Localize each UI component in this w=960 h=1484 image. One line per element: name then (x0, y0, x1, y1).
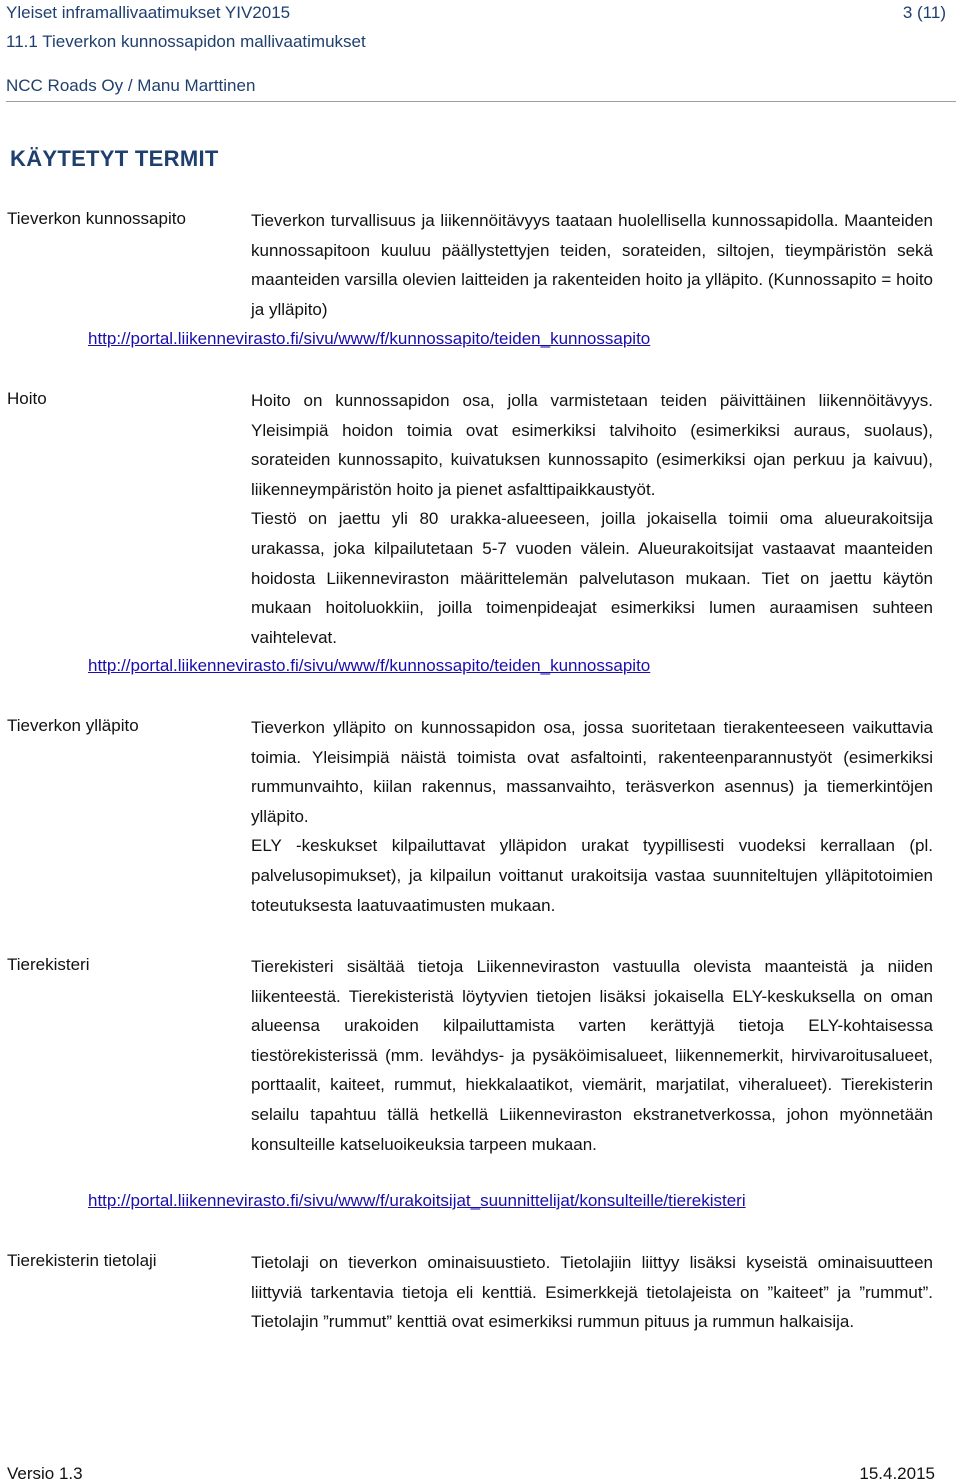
definition-paragraph: Tieverkon turvallisuus ja liikennöitävyys taataan huolellisella kunnossapidolla. Maanteiden kunnossapitoon kuuluu päällystettyjen teiden, sorateiden, siltojen, tieympäristön sekä maanteiden varsilla olevien laitteiden ja rakenteiden hoito ja ylläpito. (Kunnossapito = hoito ja ylläpito) (251, 211, 933, 319)
term-definition (251, 206, 933, 324)
reference-link[interactable]: http://portal.liikennevirasto.fi/sivu/www/f/urakoitsijat_suunnittelijat/konsulteille/tierekisteri (88, 1191, 746, 1210)
term-label: Hoito (7, 389, 47, 408)
definition-paragraph: Tierekisteri sisältää tietoja Liikenneviraston vastuulla olevista maanteistä ja niiden liikenteestä. Tierekisteristä löytyvien tietojen lisäksi jokaisella ELY-keskuksella on oman alueensa urakoiden kilpailuttamista varten kerättyjä tietoja ELY-kohtaisessa tiestörekisterissä (mm. levähdys- ja pysäköimisalueet, liikennemerkit, hirvivaroitusalueet, porttaalit, kaiteet, rummut, hiekkalaatikot, viemärit, marjatilat, viheralueet). Tierekisterin selailu tapahtuu tällä hetkellä Liikenneviraston ekstranetverkossa, johon myönnetään konsulteille katseluoikeuksia tarpeen mukaan. (251, 957, 933, 1154)
definition-paragraph: Tieverkon ylläpito on kunnossapidon osa, jossa suoritetaan tierakenteeseen vaikuttavia toimia. Yleisimpiä näistä toimista ovat asfaltointi, rakenteenparannustyöt (esimerkiksi rummunvaihto, kiilan rakennus, massanvaihto, teräsverkon asennus) ja tiemerkintöjen ylläpito. (251, 718, 933, 826)
definition-paragraph: ELY -keskukset kilpailuttavat ylläpidon urakat tyypillisesti vuodeksi kerrallaan (pl. palvelusopimukset), ja kilpailun voittanut urakoitsija vastaa suunniteltujen ylläpitotoimien toteutuksesta laatuvaatimusten mukaan. (251, 836, 933, 915)
definition-paragraph: Hoito on kunnossapidon osa, jolla varmistetaan teiden päivittäinen liikennöitävyys. Yleisimpiä hoidon toimia ovat esimerkiksi talvihoito (esimerkiksi auraus, suolaus), sorateiden kunnossapito, kuivatuksen kunnossapito (esimerkiksi ojan perkuu ja kaivuu), liikenneympäristön hoito ja pienet asfalttipaikkaustyöt. (251, 391, 933, 499)
definition-paragraph: Tietolaji on tieverkon ominaisuustieto. Tietolajiin liittyy lisäksi kyseistä ominaisuutteen liittyviä tarkentavia tietoja eli kenttiä. Esimerkkejä tietolajeista on ”kaiteet” ja ”rummut”. Tietolajin ”rummut” kenttiä ovat esimerkiksi rummun pituus ja rummun halkaisija. (251, 1253, 933, 1332)
section-title: KÄYTETYT TERMIT (10, 146, 219, 171)
term-definition (251, 1248, 933, 1337)
reference-link[interactable]: http://portal.liikennevirasto.fi/sivu/www/f/kunnossapito/teiden_kunnossapito (88, 329, 651, 348)
definition-paragraph: Tiestö on jaettu yli 80 urakka-alueeseen, joilla jokaisella toimii oma alueurakoitsija urakassa, joka kilpailutetaan 5-7 vuoden välein. Alueurakoitsijat vastaavat maanteiden hoidosta Liikenneviraston määrittelemän palvelutason mukaan. Tiet on jaettu käytön mukaan hoitoluokkiin, joilla toimenpideajat esimerkiksi lumen auraamisen suhteen vaihtelevat. (251, 509, 933, 647)
footer-date: 15.4.2015 (859, 1464, 935, 1483)
document-header-author: NCC Roads Oy / Manu Marttinen (6, 76, 256, 95)
term-label: Tierekisterin tietolaji (7, 1251, 157, 1270)
page-number: 3 (11) (902, 3, 946, 22)
header-divider (6, 101, 956, 102)
term-definition (251, 713, 933, 920)
term-label: Tierekisteri (7, 955, 90, 974)
term-label: Tieverkon ylläpito (7, 716, 139, 735)
document-header-subtitle: 11.1 Tieverkon kunnossapidon mallivaatimukset (6, 32, 366, 51)
footer-version: Versio 1.3 (7, 1464, 83, 1483)
term-label: Tieverkon kunnossapito (7, 209, 186, 228)
term-definition (251, 952, 933, 1159)
document-header-title: Yleiset inframallivaatimukset YIV2015 (6, 3, 291, 22)
reference-link[interactable]: http://portal.liikennevirasto.fi/sivu/www/f/kunnossapito/teiden_kunnossapito (88, 656, 651, 675)
term-definition (251, 386, 933, 652)
